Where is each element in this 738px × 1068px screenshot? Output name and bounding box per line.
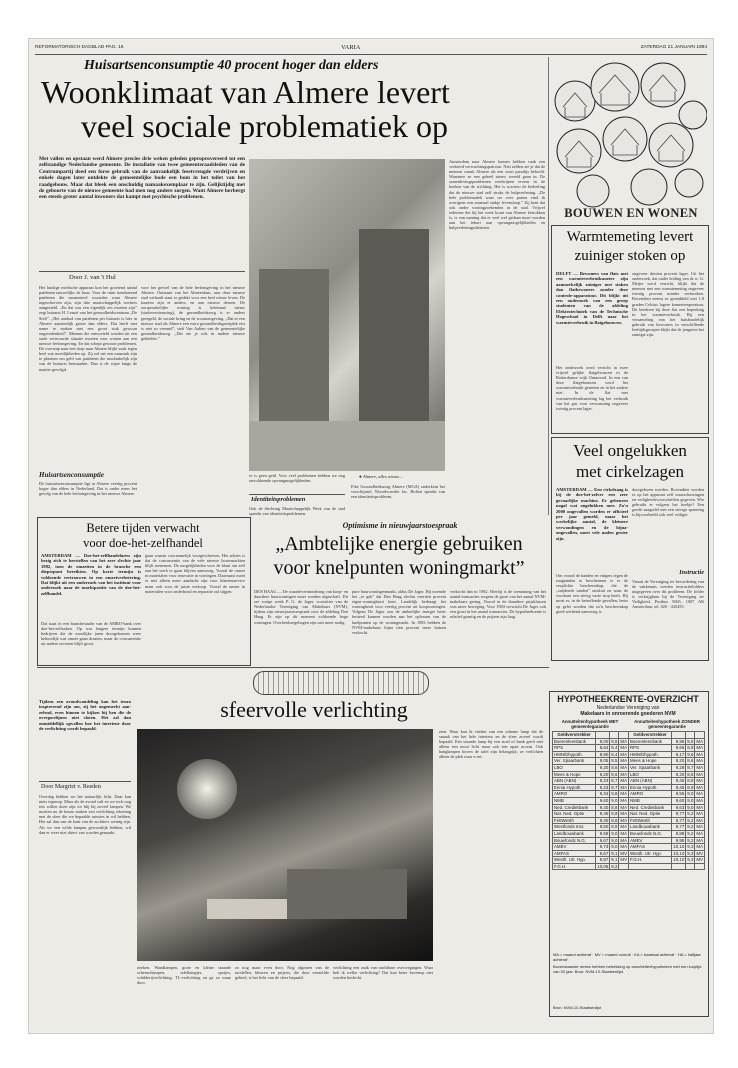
table-cell: Bouwfonds N.G. — [629, 830, 672, 837]
table-cell: HMN/Dhypoth. — [553, 751, 596, 758]
ongelukken-col2: doorgelezen worden. Bovendien worden er op het apparaat zelf waarschuwingen en veiligheidsvoorschriften gegeven. Wie gebruikt er volgens het boekje? Een goede zaagtafel met een stevige spanning is bijvoorbeeld ook veel veiliger. — [632, 487, 704, 518]
table-cell: MA — [696, 738, 703, 744]
table-cell: Boerenleenbank — [629, 738, 672, 745]
table-cell: Westh. Utr. Hyp. — [553, 857, 596, 864]
table-cell: MA — [620, 844, 627, 850]
bouwen-wonen-label: BOUWEN EN WONEN — [564, 206, 698, 220]
table-cell: Westfonds Inst. — [553, 824, 596, 831]
table-cell: 9,66 — [672, 745, 686, 752]
table-cell: MA — [696, 804, 703, 810]
sfeer-byline: Door Margriet v. Reeden — [41, 784, 101, 790]
table-row — [553, 764, 705, 771]
main-subhead-2-rule — [249, 494, 345, 495]
table-cell: MA — [620, 791, 627, 797]
page-header — [35, 43, 707, 53]
table-row — [553, 758, 705, 765]
table-cell: MA — [620, 751, 627, 757]
sfeer-bottom3: verlichting een zaak van nachtbare overwegingen. Waar heb ik welke verlichting? Dat kan beter bovenop niet worden beslecht. — [333, 965, 433, 981]
table-cell: 9,60 — [596, 797, 610, 804]
table-cell: 9,63 — [672, 804, 686, 811]
table-cell: MA — [620, 837, 627, 843]
hypo-note: Bovenstaande rentes hebben betrekking op annuïteitenhypotheken met een looptijd van 30 jaar. Bron: NVM-10-Staatsenlijst. — [553, 964, 702, 974]
table-cell: 8,6 — [687, 758, 694, 764]
table-cell: 9,40 — [596, 817, 610, 824]
main-kicker: Huisartsenconsumptie 40 procent hoger dan elders — [84, 58, 379, 73]
table-cell: 9,2 — [687, 811, 694, 817]
hypo-subtitle1: Nederlandse Vereniging van — [596, 705, 660, 711]
table-cell: Boerenleenbank — [553, 738, 596, 745]
table-cell: NMB — [553, 797, 596, 804]
table-cell: MA — [620, 764, 627, 770]
table-cell: LBO — [629, 771, 672, 778]
divider-mid — [37, 667, 549, 668]
table-cell: Landbouwbank — [553, 830, 596, 837]
table-row — [553, 863, 705, 870]
table-row — [553, 797, 705, 804]
photo-building-left — [259, 269, 329, 439]
ongelukken-title-line2: met cirkelzagen — [575, 462, 685, 481]
table-cell: Ennia Hypoth. — [629, 784, 672, 791]
table-cell: 8,5 — [687, 738, 694, 744]
table-cell: 9,1 — [611, 857, 618, 863]
main-subhead-2: Identiteitsproblemen — [251, 496, 306, 503]
table-cell: AMEV — [629, 837, 672, 844]
table-cell: HMN/Dhypoth. — [629, 751, 672, 758]
table-row — [553, 745, 705, 752]
table-cell — [619, 863, 629, 870]
table-cell: F.G.H. — [553, 863, 596, 870]
table-cell: 9,20 — [596, 764, 610, 771]
main-col2: voor het gevoel van de hele leefomgeving in het nieuwe Almere. Ontstaan van het Almeerdam, raar deze nieuwe stad verhaalt staat er gedekt voor een heel nieuw leven. De kaarten zijn er anders, en aan nieuwe deuren. De oorspronkelijke woning is helemaal nieuw (stadsvernieuwing), de gezondheidszorg is er anders geregeld, de sociale kring en de woonomgeving. „Dat er een nieuwe stad als Almere een extra gezondheidsgroeiplek eist is niet zo vreemd”, stelt Van Aalten van de gemeentelijke gezondheidszorg. „Dat zie je ook in andere nieuwe gebieden.” — [141, 285, 245, 341]
table-cell: 9,23 — [596, 778, 610, 785]
table-cell: 10,05 — [597, 863, 609, 869]
table-cell: 9,3 — [687, 850, 694, 856]
main-subhead-1: Huisartsenconsumptie — [39, 471, 104, 479]
main-col3: er is geen geld. Voor veel problemen hebben we nog onvoldoende opvangmogelijkheden. — [249, 473, 345, 484]
main-col1b: De huisartsenconsumptie ligt in Almere veertig procent hoger dan elders in Nederland. Dat is onder meer het gevolg van de hele leefomgeving in het nieuwe Almere. — [39, 481, 137, 497]
table-cell: 8,7 — [687, 764, 694, 770]
table-cell: 9,0 — [611, 797, 618, 803]
energie-col2: pure huurwoningenmarkt, aldus De Jager. Hij noemde het „te gek” dat Den Haag slechts veertien procent eigen-woningbezit kent. Landelijk bedraagt het woningbezit voor veertig procent uit koopwoningen. Volgens De Jager zou de ambtelijke energie beter besteed kunnen worden aan het oplossen van de knelpunten op de woningmarkt. In 1983 hebben de NVM-makelaars bijna tien procent meer huizen verkocht. — [352, 589, 446, 635]
table-cell: 8,4 — [611, 751, 618, 757]
table-cell: MA — [620, 811, 627, 817]
table-cell: MA — [696, 837, 703, 843]
table-cell: 8,5 — [611, 738, 618, 744]
table-cell: MA — [620, 778, 627, 784]
hypo-table-body — [553, 738, 705, 870]
bouwen-wonen-illustration — [553, 59, 707, 224]
photo-sofa — [287, 869, 407, 919]
table-cell: 10,10 — [673, 857, 685, 863]
table-cell: Bouwfonds N.G. — [553, 837, 596, 844]
header-left: REFORMATORISCH DAGBLAD PAG. 16 — [35, 45, 124, 50]
table-cell: 9,20 — [596, 771, 610, 778]
table-cell: 9,2 — [611, 863, 618, 869]
table-cell: Mees & Hope — [553, 771, 596, 778]
table-cell: 9,58 — [596, 830, 610, 837]
table-cell: MA — [696, 745, 703, 751]
table-cell: 8,9 — [687, 784, 694, 790]
table-cell: 8,9 — [687, 778, 694, 784]
divider-main — [548, 57, 549, 515]
table-cell: MV — [620, 850, 627, 856]
table-cell: 9,45 — [672, 784, 686, 791]
table-cell: 9,95 — [672, 837, 686, 844]
table-cell: MV — [696, 850, 703, 856]
hypo-subtitle2: Makelaars in onroerende goederen NVM — [580, 711, 676, 717]
main-byline: Door J. van 't Hul — [69, 274, 116, 281]
table-cell: Ver. Spaarbank — [553, 758, 596, 765]
table-row — [553, 857, 705, 864]
header-right: ZATERDAG 21 JANUARI 1984 — [640, 45, 707, 50]
table-cell: 9,45 — [596, 811, 610, 818]
energie-col3: verkocht dan in 1982. Hierbij is de toenaming van het aantal transacties wegens de groei van het aantal NVM-makelaars gering. Vooral in de duurdere prijsklassen was meer beweging. Voor 1984 verwacht De Jager ook een groei in het aantal transacties. De hypotheekrente is relatief gunstig en de prijzen zijn laag. — [450, 589, 546, 620]
sfeer-bottom1: zoeken. Wandlampen, grote en kleine staande schemerlampen, tafellampjes, spotjes, schilderijverlichting. TL-verlichting en ga zo maar door. — [137, 965, 231, 986]
photo-lamp-glow — [177, 759, 237, 819]
table-cell: 9,2 — [687, 830, 694, 836]
warmte-lead: DELFT — Bewoners van flats met een warmteverbruiksmeter zijn aanmerkelijk zuiniger met stoken dan flatbewoners zonder deze controle-apparatuur. Dit blijkt uit een onderzoek van een groep studenten van de afdeling Elektrotechniek van de Technische Hogeschool in Delft naar het warmteverbruik in flatgebouwen. — [556, 271, 628, 325]
table-cell: 9,20 — [672, 758, 686, 765]
table-cell: 9,55 — [672, 791, 686, 798]
table-cell: 9,28 — [672, 764, 686, 771]
table-cell: MA — [620, 817, 627, 823]
table-cell: 8,90 — [596, 751, 610, 758]
table-cell: MA — [696, 758, 703, 764]
almere-photo — [249, 159, 445, 471]
table-cell: 9,96 — [672, 738, 686, 745]
table-cell: MA — [620, 738, 627, 744]
table-cell: ABN (ABN) — [629, 778, 672, 785]
table-cell: 9,77 — [672, 811, 686, 818]
table-row — [553, 824, 705, 831]
table-cell: 8,9 — [611, 811, 618, 817]
table-cell: 8,6 — [611, 771, 618, 777]
energie-title-line2: voor knelpunten woningmarkt” — [273, 557, 525, 579]
table-cell: 9,0 — [611, 837, 618, 843]
photo-street — [249, 421, 445, 471]
sfeer-bottom2: zo nog maar even door. Nog afgezien van de modellen, kleuren en prijzen, die door eenzelfde gebied, is het licht van de sfeer bepaald. — [235, 965, 329, 981]
table-row — [553, 837, 705, 844]
table-cell: AMRO — [629, 791, 672, 798]
table-cell: AMFAS — [553, 850, 596, 857]
table-cell: 9,17 — [672, 751, 686, 758]
table-cell: MA — [696, 771, 703, 777]
table-cell: 9,23 — [596, 784, 610, 791]
table-row — [553, 811, 705, 818]
betere-col2: gaan waarin voornamelijk voorgeschreven. Het advies is dat de concurrentie van de vele nieuwe bouwmarkten blijft toenemen. De mogelijkheden voor de klant om zelf aan het werk te gaan blijven aanwezig. Vooral de omzet in materialen voor renovatie in woningen. Daarnaast moet er niet alleen meer aandacht zijn voor klantenservice maar ook voor de juiste verkoop. Vooral de omzet in materialen voor onderhoud en reparatie zal stijgen. — [145, 553, 245, 594]
main-title-line2: veel sociale problematiek op — [81, 108, 448, 144]
table-row — [553, 817, 705, 824]
hypo-col-label-right: Geldverstrekker — [629, 732, 672, 739]
table-cell: 9,6 — [687, 751, 694, 757]
table-cell: MA — [696, 830, 703, 836]
table-cell — [686, 863, 695, 870]
table-cell: FettWesth — [629, 817, 672, 824]
table-cell: MV — [620, 857, 627, 863]
table-cell: 9,45 — [672, 778, 686, 785]
ongelukken-col1: Om vooral de handen en vingers tegen de zaagtanden te beschermen is er de verplichte beschermkap, die de „snijdende tanden” omsluit en waar de voorkant een stevig vaste stop heeft. Hij moet er, in de betreffende gevallen, beter op gelet worden dat zo'n beschermkap goed werkend aanwezig is. — [556, 573, 628, 614]
table-cell: 9,0 — [611, 844, 618, 850]
table-cell: F.G.H. — [629, 857, 672, 864]
betere-col1: Dat staat in een branchestudie van de AMRO-bank over doe-het-zelfzaken. Op wat langere termijn kunnen bedrijven die de moeilijke jaren doorgekomen weer behoorlijk wat omzet gaan draaien, maar de concurrentie uit andere sectoren blijft groot. — [41, 621, 141, 647]
table-row — [553, 778, 705, 785]
hypo-right-head: Annuïteitenhypotheek ZONDER gemeentegarantie — [634, 719, 700, 729]
table-cell: MA — [620, 771, 627, 777]
table-cell: 9,2 — [687, 817, 694, 823]
table-cell: 9,2 — [687, 837, 694, 843]
table-cell: 9,67 — [596, 850, 610, 857]
table-cell: 10,10 — [673, 850, 685, 856]
interior-photo — [137, 729, 433, 961]
main-col3b: Ook de Stichting Maatschappelijk Werk van de stad spreekt van identiteitsproblemen. — [249, 506, 345, 516]
betere-title-line2: voor doe-het-zelfhandel — [83, 536, 203, 550]
table-cell: 9,77 — [672, 824, 686, 831]
warmte-col2: ongeveer dertien procent lager. Uit het onderzoek, dat onder leiding van dr. ir. G. Meijer werd verricht, blijkt dat de mensen met een warmtemeting ongeveer twintig procent minder verbruiken. Bovendien neemt ze gemiddeld met 1,8 graden Celsius lagere kamertemperatuur. Dit betekent bij deze flat een beperking in het warmteverbruik. Bij een verzameling van het huishoudelijk gebruik van bewoners in verschillende leeftijdsgroepen blijkt dat de jongeren het zuinigst zijn. — [632, 271, 704, 338]
table-cell: 9,00 — [596, 738, 610, 745]
main-col1: Het huidige medische apparaat kon het groeiend aantal patiënten nauwelijks de baas. Voor de ruim tienduizend patiënten die momenteel woonden waar Almere ingeschreven zijn, zijn drie maatschappelijk werkers aangesteld. „En dat zou een eigenlijk zes moeten zijn” zegt huisarts H. Lenzit van het gezondheidscentrum „De Stelt”. „Het aanbod van patiënten per huisarts is hier in Almere aanzienlijk groter dan elders. Dat heeft met name te maken met een groot stuk gewoon ongeordenheid”. Mensen die ontworteld worden uit een oude vertrouwde situatie moeten voor wonen aan een nieuwe leefomgeving. En dat schept gewoon problemen. De overstap naar een dorp naar Almere blijkt vaak tegen heel wat moeilijkheden op. Zij zal net een munstuk zijn te plaatsen om geld van patiënten die noodzakelijk zijn van de huisarts bestuurden. Dan is de wijze langs de manier gevolgd. — [39, 285, 137, 372]
table-cell: LBO — [553, 764, 596, 771]
table-cell: 9,0 — [687, 791, 694, 797]
sfeer-lead: Tijdens een avondwandeling kan het tenzo inspirerend zijn om, zij het ongemerkt aan-zelend, even binnen te kijken bij hen die de overgordijnen niet sloten. Het zal dan onmiddellijk opvallen hoe het interieur door de verlichting wordt bepaald. — [39, 699, 131, 732]
photo-building-right — [359, 229, 429, 439]
table-cell: 10,10 — [673, 844, 685, 850]
warmte-col1: Het onderzoek werd verricht in twee vrijwel gelijke flatgebouwen in de Rotterdamse wijk Ommoord. In een van deze flatgebouwen werd het warmteverbruik gemeten en in het andere niet. In de flat met warmteverbruiksmeting lag het verbruik van het gas voor verwarming ongeveer twintig procent lager. — [556, 365, 628, 411]
table-cell: FettWesth — [553, 817, 596, 824]
newspaper-page — [28, 38, 714, 1034]
table-cell: 9,77 — [672, 817, 686, 824]
table-cell: 9,60 — [672, 797, 686, 804]
table-cell: 9,73 — [596, 844, 610, 851]
table-row — [553, 844, 705, 851]
table-cell: 9,50 — [596, 824, 610, 831]
ongelukken-col2b: Vanuit de Vereniging ter bevordering van de vakkennis werden instructiefolders uitgegeven over dit probleem. De folder is verkrijgbaar bij de Vereniging ter Veiligheid, Postbus 5665, 1007 AR Amsterdam, tel. 020 - 445455. — [632, 579, 704, 610]
table-cell: 8,7 — [611, 784, 618, 790]
table-row — [553, 771, 705, 778]
table-cell: AMEV — [553, 844, 596, 851]
main-lead: Met vallen en opstaan werd Almere precies drie weken geleden geproprovereerd tot een zelfstandige Nederlandse gemeente. De installatie van twee gemeenteraadsleden van de Centrumpartij deed een forse gebruik van de aanvankelijk feestvreugde verdrijven en enkele dagen later ontdekte de gemeentelijke bode een bom in het toilet van het raadgebouw. Maar dat bleek een onschuldig namaakexemplaar te zijn. Gelijktijdig met de geboorte van de nieuwe gemeente had men nog andere zorgen. Want Almere herbergt een steeds groter aantal inwoners dat kampt met psychische problemen. — [39, 156, 245, 201]
table-cell: 9,1 — [611, 850, 618, 856]
main-col3c: Fike Gezondheidszorg Almere (MGA) onderkent het verschijnsel. Woordvoerder Jac. Holien spreekt van een identiteitsprobleem. — [351, 484, 445, 500]
table-cell: 8,6 — [687, 771, 694, 777]
hypo-left-head: Annuïteitenhypotheek MET gemeentegarantie — [561, 719, 619, 729]
betere-lead: AMSTERDAM — Doe-het-zelfhandelaren zijn bezig zich te herstellen van het zeer slechte jaar 1982, toen de omzetten in de branche een dieptepunt bereikten. Op korte termijn is voldoende vertrouwen in een omzetverbetering. Dat blijkt uit een onderzoek van het instituut voor onderzoek naar de marktpositie van de doe-het-zelfhandel. — [41, 553, 141, 596]
table-cell: 9,05 — [596, 758, 610, 765]
table-cell: 9,3 — [687, 857, 694, 863]
table-cell: Nat. Ned. Optie — [553, 811, 596, 818]
table-cell — [695, 863, 705, 870]
hypo-col-label-left: Geldverstrekker — [553, 732, 596, 739]
table-cell: MA — [696, 824, 703, 830]
table-cell: Mees & Hope — [629, 758, 672, 765]
table-cell: MA — [696, 817, 703, 823]
main-col4: Amsterdam naar Almere komen hebben vaak een verkeerd verwachtingspatroon. Niet zelden zie je dat de mensen vanuit Almere als een soort paradijs beloofd. Waarmee ze een geheel nieuw wereld gaan in. De samenlevingsproblemen verdwijnen tevens in de boeken van de stichting. Het is sowieso de bedoeling dat de nieuwe stad zelf straks de hulpverlening. „De hele problematiek waar we over praten vind ik overigens een normaal stukje levensloop.” Zij kent dat ook onder woningzoekenden in de stad. Vrijwel iedereen die bij het werk komt van Almere betrokken is, is van mening dat er veel wel gedaan moet worden aan het tekort aan opvangmogelijkheden en hulpverleningsdiensten. — [449, 159, 545, 231]
main-byline-rule — [39, 271, 245, 272]
table-cell: ABN (ABN) — [553, 778, 596, 785]
table-cell: 9,20 — [672, 771, 686, 778]
table-cell: MA — [696, 764, 703, 770]
table-cell: AMFAS — [629, 844, 672, 851]
table-cell: Ned. Credietbank — [629, 804, 672, 811]
betere-title-line1: Betere tijden verwacht — [86, 521, 200, 535]
main-title-line1: Woonklimaat van Almere levert — [41, 74, 450, 110]
table-cell: 9,0 — [611, 830, 618, 836]
table-cell: MA — [620, 797, 627, 803]
table-cell: 8,6 — [611, 764, 618, 770]
warmte-title-line2: zuiniger stoken op — [574, 248, 686, 264]
energie-kicker: Optimisme in nieuwjaarstoespraak — [342, 521, 458, 530]
table-cell: 9,40 — [596, 804, 610, 811]
energie-title-line1: „Ambtelijke energie gebruiken — [275, 533, 523, 555]
table-row — [553, 751, 705, 758]
table-cell: Landbouwbank — [629, 824, 672, 831]
table-cell: MA — [696, 751, 703, 757]
sfeer-byline-rule — [39, 781, 131, 782]
ongelukken-title-line1: Veel ongelukken — [573, 441, 687, 460]
table-cell: MA — [620, 758, 627, 764]
table-row — [553, 791, 705, 798]
table-cell: MA — [696, 784, 703, 790]
table-cell: 9,87 — [596, 857, 610, 864]
hypo-title: HYPOTHEEKRENTE-OVERZICHT — [557, 694, 699, 704]
table-cell: 9,2 — [687, 824, 694, 830]
table-row — [553, 850, 705, 857]
table-cell: 8,64 — [596, 745, 610, 752]
table-cell: NMB — [629, 797, 672, 804]
hypo-legend: MA = maand achteraf · MV = maand vooruit · KA = kwartaal achteraf · HA = halfjaar achteraf — [553, 952, 701, 962]
table-cell: MA — [696, 844, 703, 850]
warmte-title-line1: Warmtemeting levert — [566, 229, 694, 245]
table-cell: MA — [696, 797, 703, 803]
table-cell: MA — [620, 745, 627, 751]
table-cell: MA — [696, 791, 703, 797]
sfeer-col2: zien. Waar kan ik vinden van een scheme lamp dat de smaak van het hele interieur en de sfeer zoveel wordt bepaald. Een staande lamp bij een stoel of bank geeft niet alleen een mooi licht maar ook een apart accent. Ook hanglampen boven de tafel zijn belangrijk; ze verlichten alleen de plek waar u eet. — [439, 729, 543, 760]
table-cell: RPS — [629, 745, 672, 752]
table-cell: 8,8 — [611, 791, 618, 797]
table-cell: MA — [620, 830, 627, 836]
table-cell: MA — [620, 784, 627, 790]
photo-table — [207, 899, 287, 919]
table-cell: MA — [696, 811, 703, 817]
table-cell: 8,8 — [611, 817, 618, 823]
table-cell: 9,67 — [596, 837, 610, 844]
table-cell: 8,4 — [611, 745, 618, 751]
table-cell: AMRO — [553, 791, 596, 798]
ongelukken-subhead: Instructie — [679, 569, 704, 576]
table-row — [553, 830, 705, 837]
sfeer-title: sfeervolle verlichting — [220, 697, 408, 722]
table-cell: MA — [620, 804, 627, 810]
table-cell: 8,9 — [687, 745, 694, 751]
table-cell: MA — [696, 778, 703, 784]
table-cell — [672, 863, 686, 870]
table-cell: Westh. Utr. Hyp. — [629, 850, 672, 857]
table-cell: MV — [696, 857, 703, 863]
hypo-source: Bron: NVM-10-Staatsenlijst — [553, 1005, 602, 1010]
header-rule — [35, 54, 707, 55]
house-circles-icon — [553, 59, 707, 224]
photo-caption: ● Almere, alles nieuw.... — [359, 474, 404, 479]
table-cell: Nat. Ned. Optie — [629, 811, 672, 818]
table-row — [553, 784, 705, 791]
table-cell: 9,0 — [687, 804, 694, 810]
energie-col1: DEN HAAG — De waardevermindering van koop- en duurdere huurwoningen moet worden afgeschaft. Dit zei vorige week P. G. de Jager, voorzitter van de Nederlandse Vereniging van Makelaars (NVM), tijdens zijn nieuwjaarstoespraak voor de afdeling Den Haag. Er zijn op dit moment voldoende hoge woningen. Overheidsregelingen zijn niet meer nodig. — [254, 589, 348, 625]
hypo-table — [552, 731, 705, 870]
table-cell: MA — [620, 824, 627, 830]
table-cell: 8,5 — [611, 758, 618, 764]
table-cell: 9,3 — [687, 844, 694, 850]
ornament-banner — [253, 671, 429, 695]
table-cell: Ned. Credietbank — [553, 804, 596, 811]
table-cell: 9,88 — [672, 830, 686, 837]
table-cell: 8,8 — [611, 804, 618, 810]
table-cell: RPS — [553, 745, 596, 752]
table-cell: 8,9 — [611, 824, 618, 830]
hypo-table-header — [553, 732, 705, 739]
ongelukken-lead: AMSTERDAM — Een cirkelzaag is bij de doe-het-zelver een zeer gevaarlijke machine. Er gebeuren nogal wat ongelukken mee. Zo'n 2000 ongevallen worden er officieel per jaar gemeld, maar het werkelijke aantal, de kleinere verwondingen en de bijna-ongevallen, moet vele malen groter zijn. — [556, 487, 628, 541]
table-cell: Ver. Spaarbank — [629, 764, 672, 771]
sfeer-col1: Overdag hebben we het natuurlijk licht. Daar kan niets tegenop. Maar als de avond valt en we toch nog iets willen doen zijn we blij bij zoveel lampen. We moeten nu de keuze maken van verlichting rekening met de sfeer die we bepaalde ruimtes in wil hebben. Het zal dan van de kant van de architect weinig zijn. Als we een wilde lampen gewoonlijk hebben, wil dan er weer niet direct van worden gemaakt. — [39, 794, 131, 835]
table-row — [553, 738, 705, 745]
table-cell — [629, 863, 672, 870]
table-cell: 8,7 — [611, 778, 618, 784]
header-center: VARIA — [341, 44, 361, 51]
table-row — [553, 804, 705, 811]
table-cell: Ennia Hypoth. — [553, 784, 596, 791]
table-cell: 9,0 — [687, 797, 694, 803]
table-cell: 9,34 — [596, 791, 610, 798]
